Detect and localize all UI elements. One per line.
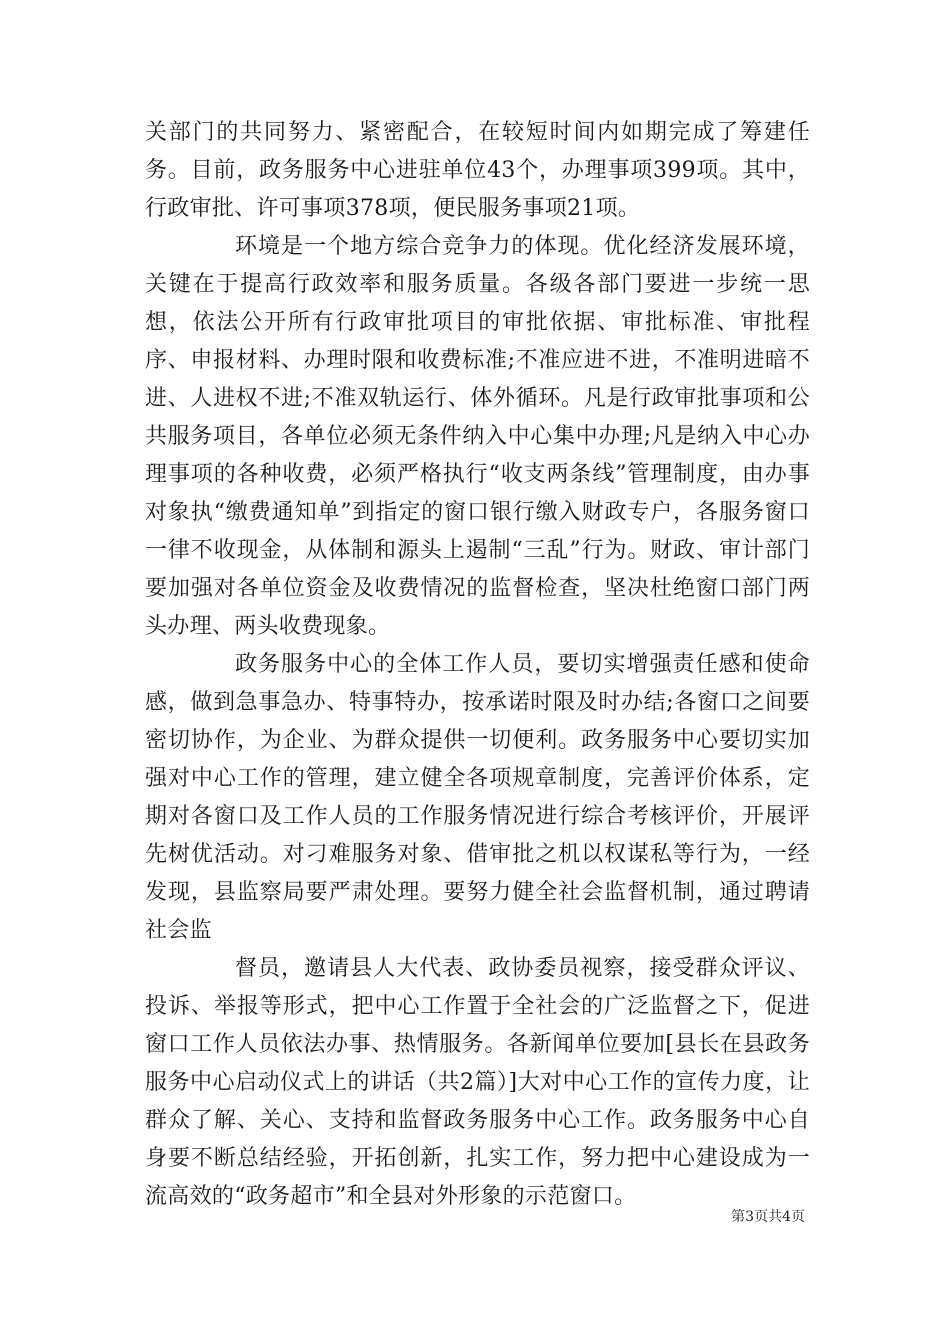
document-body <box>145 114 810 1216</box>
paragraph-4: 督员，邀请县人大代表、政协委员视察，接受群众评议、投诉、举报等形式，把中心工作置于全社会的广泛监督之下，促进窗口工作人员依法办事、热情服务。各新闻单位要加[县长在县政务服务中心启动仪式上的讲话（共2篇）]大对中心工作的宣传力度，让群众了解、关心、支持和监督政务服务中心工作。政务服务中心自身要不断总结经验，开拓创新，扎实工作，努力把中心建设成为一流高效的“政务超市”和全县对外形象的示范窗口。 <box>145 956 810 1209</box>
page-number-footer: 第3页共4页 <box>731 1209 805 1225</box>
paragraph-1: 关部门的共同努力、紧密配合，在较短时间内如期完成了筹建任务。目前，政务服务中心进驻单位43个，办理事项399项。其中，行政审批、许可事项378项，便民服务事项21项。 <box>145 120 810 221</box>
paragraph-2: 环境是一个地方综合竞争力的体现。优化经济发展环境，关键在于提高行政效率和服务质量。各级各部门要进一步统一思想，依法公开所有行政审批项目的审批依据、审批标准、审批程序、申报材料、办理时限和收费标准;不准应进不进，不准明进暗不进、人进权不进;不准双轨运行、体外循环。凡是行政审批事项和公共服务项目，各单位必须无条件纳入中心集中办理;凡是纳入中心办理事项的各种收费，必须严格执行“收支两条线”管理制度，由办事对象执“缴费通知单”到指定的窗口银行缴入财政专户，各服务窗口一律不收现金，从体制和源头上遏制“三乱”行为。财政、审计部门要加强对各单位资金及收费情况的监督检查，坚决杜绝窗口部门两头办理、两头收费现象。 <box>145 234 810 639</box>
paragraph-3: 政务服务中心的全体工作人员，要切实增强责任感和使命感，做到急事急办、特事特办，按承诺时限及时办结;各窗口之间要密切协作，为企业、为群众提供一切便利。政务服务中心要切实加强对中心工作的管理，建立健全各项规章制度，完善评价体系，定期对各窗口及工作人员的工作服务情况进行综合考核评价，开展评先树优活动。对刁难服务对象、借审批之机以权谋私等行为，一经发现，县监察局要严肃处理。要努力健全社会监督机制，通过聘请社会监 <box>145 652 810 943</box>
